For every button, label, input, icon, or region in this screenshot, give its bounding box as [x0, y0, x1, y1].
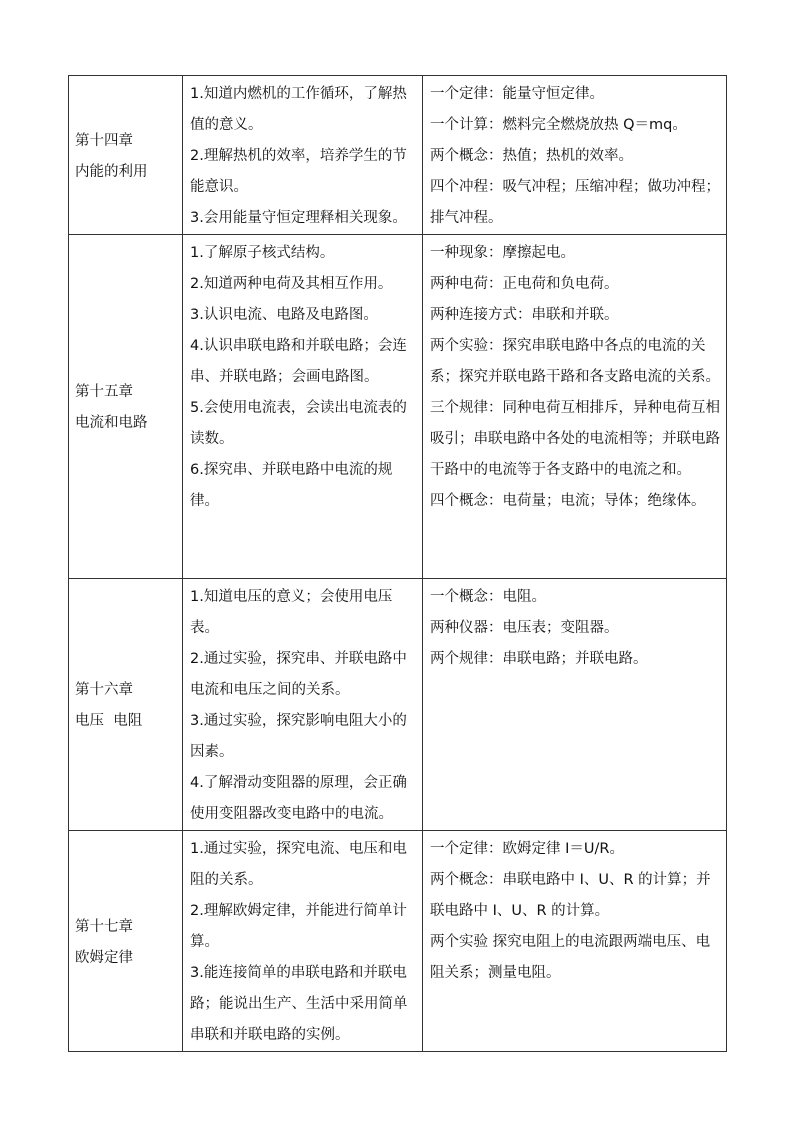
chapter-title: 电流和电路 [75, 415, 148, 431]
point-item: 一个计算：燃料完全燃烧放热 Q＝mq。 [430, 117, 687, 133]
point-item: 四个冲程：吸气冲程；压缩冲程；做功冲程；排气冲程。 [430, 179, 720, 226]
table-row [69, 831, 727, 1052]
goal-item: 1.了解原子核式结构。 [190, 245, 335, 261]
goal-item: 3.能连接简单的串联电路和并联电路；能说出生产、生活中采用简单串联和并联电路的实例。 [190, 965, 408, 1043]
curriculum-table [68, 75, 727, 1052]
point-item: 四个概念：电荷量；电流；导体；绝缘体。 [430, 493, 706, 509]
chapter-title: 内能的利用 [75, 163, 148, 180]
goals-cell [183, 235, 423, 579]
point-item: 两种仪器：电压表；变阻器。 [430, 620, 619, 636]
goal-item: 4.了解滑动变阻器的原理，会正确使用变阻器改变电路中的电流。 [190, 775, 407, 822]
point-item: 一个概念：电阻。 [430, 589, 546, 605]
chapter-cell [69, 579, 183, 831]
chapter-number: 第十七章 [75, 918, 133, 935]
chapter-title: 欧姆定律 [75, 949, 133, 966]
point-item: 一个定律：欧姆定律 I＝U/R。 [430, 841, 624, 857]
goal-item: 1.通过实验，探究电流、电压和电阻的关系。 [190, 841, 407, 888]
point-item: 两个规律：串联电路；并联电路。 [430, 651, 648, 667]
chapter-cell [69, 235, 183, 579]
point-item: 一个定律：能量守恒定律。 [430, 86, 604, 102]
points-cell [423, 235, 727, 579]
goal-item: 2.知道两种电荷及其相互作用。 [190, 276, 393, 292]
points-cell [423, 76, 727, 235]
goal-item: 2.理解欧姆定律，并能进行简单计算。 [190, 903, 407, 950]
point-item: 两个实验 探究电阻上的电流跟两端电压、电阻关系；测量电阻。 [430, 934, 711, 981]
table-row [69, 76, 727, 235]
goals-cell [183, 579, 423, 831]
goals-cell [183, 831, 423, 1052]
point-item: 一种现象：摩擦起电。 [430, 245, 575, 261]
goal-item: 1.知道内燃机的工作循环，了解热值的意义。 [190, 86, 407, 133]
point-item: 三个规律：同种电荷互相排斥，异种电荷互相吸引；串联电路中各处的电流相等；并联电路干路中的电流等于各支路中的电流之和。 [430, 400, 720, 478]
point-item: 两种电荷：正电荷和负电荷。 [430, 276, 619, 292]
goal-item: 3.会用能量守恒定理释相关现象。 [190, 210, 407, 226]
point-item: 两个实验：探究串联电路中各点的电流的关系；探究并联电路干路和各支路电流的关系。 [430, 338, 720, 385]
points-cell [423, 831, 727, 1052]
table-row [69, 579, 727, 831]
point-item: 两种连接方式：串联和并联。 [430, 307, 619, 323]
goal-item: 6.探究串、并联电路中电流的规律。 [190, 462, 393, 509]
chapter-title: 电压 电阻 [75, 713, 143, 729]
goal-item: 4.认识串联电路和并联电路；会连串、并联电路；会画电路图。 [190, 338, 407, 385]
chapter-cell [69, 76, 183, 235]
table-row [69, 235, 727, 579]
chapter-number: 第十六章 [75, 682, 133, 698]
chapter-number: 第十五章 [75, 384, 133, 400]
goals-cell [183, 76, 423, 235]
points-cell [423, 579, 727, 831]
goal-item: 5.会使用电流表，会读出电流表的读数。 [190, 400, 407, 447]
chapter-number: 第十四章 [75, 132, 133, 149]
goal-item: 2.通过实验，探究串、并联电路中电流和电压之间的关系。 [190, 651, 407, 698]
goal-item: 3.通过实验，探究影响电阻大小的因素。 [190, 713, 407, 760]
goal-item: 1.知道电压的意义；会使用电压表。 [190, 589, 393, 636]
chapter-cell [69, 831, 183, 1052]
goal-item: 2.理解热机的效率，培养学生的节能意识。 [190, 148, 407, 195]
point-item: 两个概念：热值；热机的效率。 [430, 148, 633, 164]
goal-item: 3.认识电流、电路及电路图。 [190, 307, 378, 323]
point-item: 两个概念：串联电路中 I、U、R 的计算；并联电路中 I、U、R 的计算。 [430, 872, 711, 919]
